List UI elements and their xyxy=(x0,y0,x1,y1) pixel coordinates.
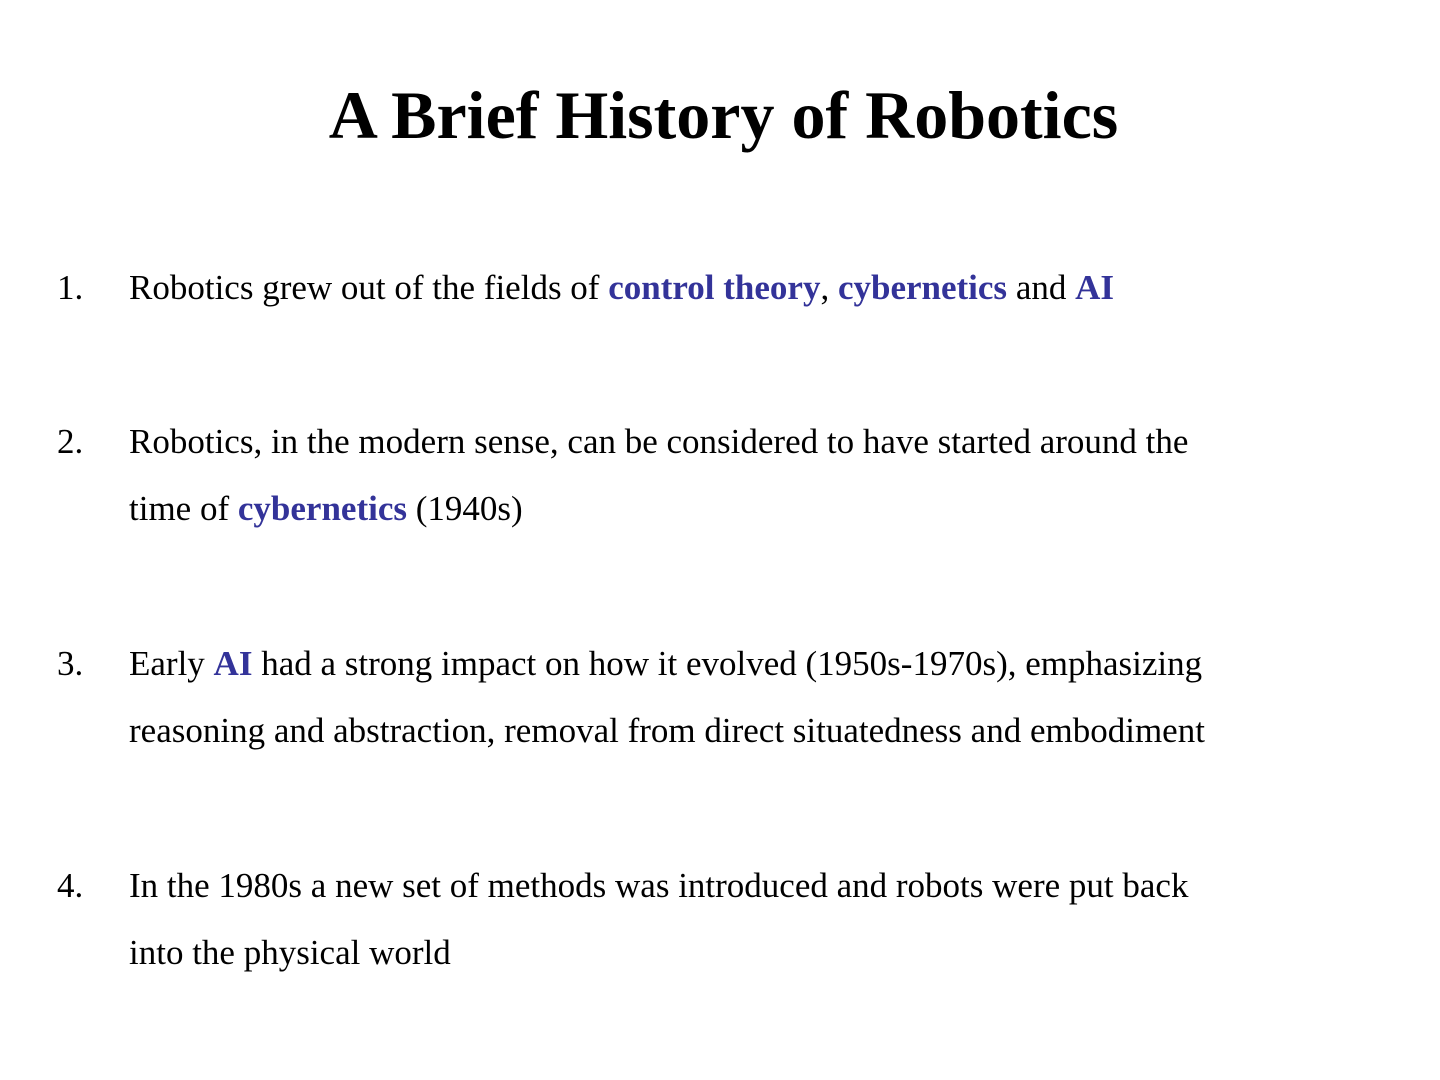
text-line xyxy=(129,630,1399,697)
list-item-number: 1. xyxy=(57,268,84,307)
list-item-text xyxy=(129,254,1399,321)
text-segment: (1940s) xyxy=(406,489,523,528)
text-segment: time of xyxy=(129,489,238,528)
slide-title: A Brief History of Robotics xyxy=(328,77,1119,153)
list-item-text xyxy=(129,852,1399,986)
list-item-number: 2. xyxy=(57,422,84,461)
text-segment: had a strong impact on how it evolved (1950s-1970s), emphasizing xyxy=(252,644,1203,683)
text-line xyxy=(129,697,1399,764)
text-segment: into the physical world xyxy=(129,933,451,972)
highlighted-term: AI xyxy=(213,644,253,683)
text-segment: reasoning and abstraction, removal from direct situatedness and embodiment xyxy=(129,711,1205,750)
text-segment: and xyxy=(1007,268,1076,307)
text-line xyxy=(129,408,1399,475)
text-segment: Early xyxy=(129,644,214,683)
text-line xyxy=(129,852,1399,919)
list-item-number: 3. xyxy=(57,644,84,683)
highlighted-term: control theory xyxy=(608,268,821,307)
text-segment: Robotics, in the modern sense, can be considered to have started around the xyxy=(129,422,1189,461)
highlighted-term: cybernetics xyxy=(237,489,407,528)
list-item-text xyxy=(129,408,1399,542)
highlighted-term: cybernetics xyxy=(837,268,1008,307)
highlighted-term: AI xyxy=(1075,268,1115,307)
text-segment: , xyxy=(820,268,838,307)
text-line xyxy=(129,475,1399,542)
text-line xyxy=(129,919,1399,986)
list-item-text xyxy=(129,630,1399,764)
text-line xyxy=(129,254,1399,321)
text-segment: In the 1980s a new set of methods was introduced and robots were put back xyxy=(129,866,1189,905)
text-segment: Robotics grew out of the fields of xyxy=(129,268,609,307)
list-item-number: 4. xyxy=(57,866,84,905)
